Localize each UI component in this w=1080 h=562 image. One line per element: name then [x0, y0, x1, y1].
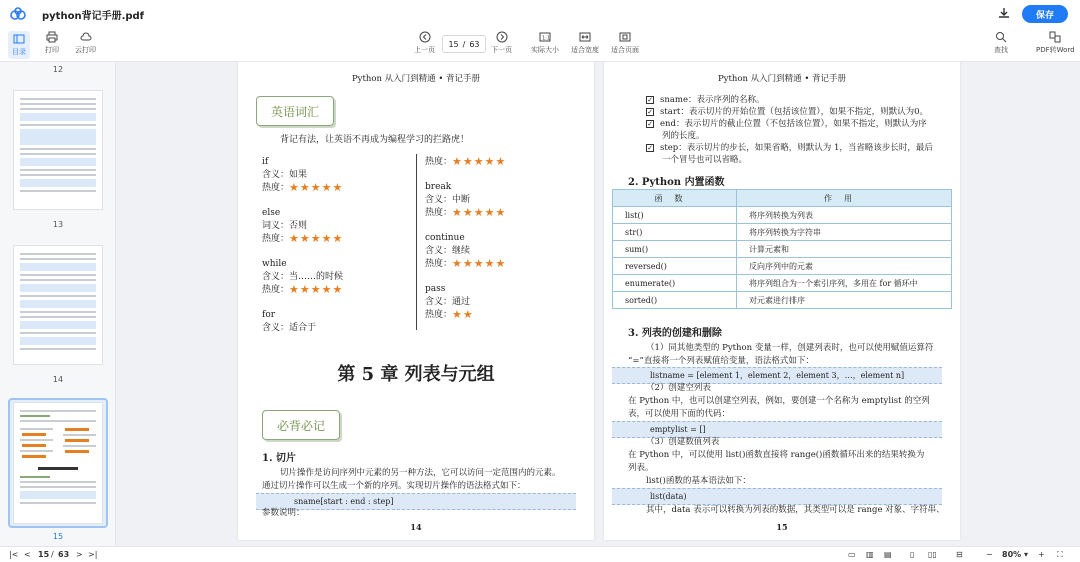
vocab-item	[425, 181, 505, 220]
star-icon: ★	[310, 232, 321, 245]
status-current-page[interactable]: 15	[38, 550, 50, 559]
status-total-pages: 63	[58, 550, 70, 559]
thumbnail-number: 13	[52, 220, 64, 229]
vocab-word: continue	[425, 233, 465, 243]
paragraph: 通过切片操作可以生成一个新的序列。实现切片操作的语法格式如下：	[262, 481, 526, 491]
vocab-word: for	[262, 310, 276, 320]
vocab-heat: 热度：	[425, 157, 453, 167]
star-icon: ★	[332, 181, 343, 194]
convert-icon	[1049, 31, 1061, 43]
table-cell: list()	[613, 207, 737, 224]
table-cell: reversed()	[613, 258, 737, 275]
vocab-item	[425, 156, 505, 169]
section-heading-lists: 3. 列表的创建和删除	[628, 328, 722, 339]
star-icon: ★	[484, 257, 495, 270]
star-icon: ★	[473, 257, 484, 270]
vocab-word: break	[425, 182, 452, 192]
status-page-separator: /	[51, 550, 54, 559]
table-row	[613, 292, 952, 309]
star-icon: ★	[473, 206, 484, 219]
section-heading-slicing: 1. 切片	[262, 453, 296, 464]
star-icon: ★	[452, 206, 462, 219]
checkbox-icon: ✓	[647, 108, 653, 116]
vocab-right	[425, 156, 505, 322]
fit-page-icon	[619, 31, 631, 43]
star-icon: ★	[484, 155, 495, 168]
table-cell: 反向序列中的元素	[737, 258, 952, 275]
zoom-dropdown-icon[interactable]: ▾	[1024, 550, 1029, 559]
bullet-text: sname：表示序列的名称。	[660, 95, 765, 105]
table-row	[613, 258, 952, 275]
next-page-icon[interactable]: >	[76, 550, 83, 559]
two-page-view-icon[interactable]: ▥	[866, 550, 874, 559]
thumbnail-number-selected: 15	[52, 532, 64, 541]
pdf-page-14	[238, 62, 594, 540]
star-icon: ★	[495, 206, 506, 219]
checkbox-icon: ✓	[647, 144, 653, 152]
paragraph: 在 Python 中，可以使用 list()函数直接将 range()函数循环出来的结果转换为	[628, 450, 925, 460]
zoom-in-icon[interactable]: +	[1038, 550, 1045, 559]
actual-size-button[interactable]	[531, 31, 559, 55]
vocab-heat: 热度：	[425, 259, 453, 269]
paragraph: （3）创建数值列表	[646, 437, 720, 447]
page-thumbnail-14[interactable]	[13, 245, 103, 365]
vocab-meaning: 含义：适合于	[262, 323, 317, 333]
star-icon: ★	[289, 283, 299, 296]
pdf-page-15	[604, 62, 960, 540]
chapter-heading: 第 5 章 列表与元组	[337, 364, 495, 385]
paragraph: “=”直接将一个列表赋值给变量，语法格式如下：	[628, 356, 814, 366]
paragraph: 切片操作是访问序列中元素的另一种方法，它可以访问一定范围内的元素。	[280, 468, 561, 478]
vocab-heat: 热度：	[262, 183, 290, 193]
table-cell: sorted()	[613, 292, 737, 309]
star-rating	[289, 233, 342, 244]
section-box-must-remember: 必背必记	[262, 410, 340, 440]
star-icon: ★	[452, 308, 462, 321]
table-row	[613, 207, 952, 224]
page-layout-icon[interactable]: ▯	[910, 550, 915, 559]
vocab-heat: 热度：	[425, 310, 453, 320]
prev-page-label: 上一页	[414, 46, 435, 54]
download-icon[interactable]	[998, 7, 1010, 22]
page-footer-number: 14	[410, 522, 422, 532]
vocab-word: pass	[425, 284, 446, 294]
save-button[interactable]: 保存	[1022, 5, 1068, 23]
page-thumbnail-15[interactable]	[13, 402, 103, 524]
vocab-item	[262, 156, 343, 195]
vocab-item	[425, 283, 505, 322]
vocab-meaning: 词义：否则	[262, 221, 308, 231]
page-separator: /	[462, 39, 466, 49]
star-icon: ★	[289, 181, 299, 194]
star-icon: ★	[495, 257, 506, 270]
checkbox-icon: ✓	[647, 120, 653, 128]
code-block: list(data)	[612, 488, 942, 505]
intro-text: 背记有法，让英语不再成为编程学习的拦路虎！	[280, 135, 470, 145]
star-icon: ★	[452, 155, 462, 168]
search-icon	[995, 31, 1007, 43]
current-page: 15	[448, 39, 459, 49]
table-cell: str()	[613, 224, 737, 241]
functions-table	[612, 189, 952, 309]
paragraph: 参数说明：	[262, 508, 305, 518]
star-icon: ★	[462, 308, 473, 321]
star-icon: ★	[299, 232, 310, 245]
cloud-print-button[interactable]	[75, 31, 96, 55]
document-title: python背记手册.pdf	[42, 10, 145, 22]
star-icon: ★	[332, 232, 343, 245]
star-rating	[452, 156, 505, 167]
star-icon: ★	[452, 257, 462, 270]
section-box-vocabulary: 英语词汇	[256, 96, 334, 126]
next-page-label: 下一页	[491, 46, 512, 54]
star-rating	[289, 182, 342, 193]
table-header: 作用	[737, 190, 952, 207]
document-view[interactable]	[117, 62, 1080, 546]
paragraph: list()函数的基本语法如下：	[646, 476, 751, 486]
chevron-right-circle-icon	[496, 31, 508, 43]
star-rating	[452, 207, 505, 218]
star-icon: ★	[321, 181, 332, 194]
vocab-word: if	[262, 157, 269, 167]
vocab-left	[262, 156, 343, 335]
star-icon: ★	[310, 283, 321, 296]
table-row	[613, 275, 952, 292]
find-button[interactable]	[994, 31, 1008, 55]
column-divider	[416, 154, 417, 330]
table-header-row	[613, 190, 952, 207]
vocab-item	[262, 207, 343, 246]
toc-icon	[13, 33, 25, 45]
vocab-meaning: 含义：继续	[425, 246, 471, 256]
star-icon: ★	[321, 283, 332, 296]
star-rating	[452, 309, 473, 320]
star-icon: ★	[299, 181, 310, 194]
page-header: Python 从入门到精通 • 背记手册	[717, 74, 847, 84]
star-icon: ★	[495, 155, 506, 168]
table-row	[613, 241, 952, 258]
fullscreen-icon[interactable]: ⛶	[1057, 550, 1063, 559]
page-thumbnail-13[interactable]	[13, 90, 103, 210]
page-number-input[interactable]	[442, 35, 486, 53]
find-label: 查找	[994, 46, 1008, 54]
last-page-icon[interactable]: >|	[88, 550, 98, 559]
table-cell: 将序列转换为字符串	[737, 224, 952, 241]
continuous-view-icon[interactable]: ▤	[884, 550, 892, 559]
print-label: 打印	[45, 46, 59, 54]
vocab-meaning: 含义：如果	[262, 170, 308, 180]
star-icon: ★	[321, 232, 332, 245]
checkbox-icon: ✓	[647, 96, 653, 104]
bullet-text: 一个冒号也可以省略。	[662, 155, 748, 165]
prev-page-button[interactable]	[414, 31, 435, 55]
table-cell: 将序列转换为列表	[737, 207, 952, 224]
bullet-text: end：表示切片的截止位置（不包括该位置），如果不指定，则默认为序	[660, 119, 927, 129]
actual-size-label: 实际大小	[531, 46, 559, 54]
thumbnail-number: 12	[52, 65, 64, 74]
dual-layout-icon[interactable]: ▯▯	[928, 550, 937, 559]
table-cell: enumerate()	[613, 275, 737, 292]
star-icon: ★	[462, 155, 473, 168]
svg-text:1:1: 1:1	[542, 35, 551, 42]
paragraph: 其中，data 表示可以转换为列表的数据，其类型可以是 range 对象、字符串、	[646, 505, 945, 515]
section-heading-builtins: 2. Python 内置函数	[628, 177, 725, 188]
page-footer-number: 15	[776, 522, 788, 532]
cloud-print-label: 云打印	[75, 46, 96, 54]
star-icon: ★	[332, 283, 343, 296]
table-cell: 计算元素和	[737, 241, 952, 258]
chevron-left-circle-icon	[419, 31, 431, 43]
zoom-out-icon[interactable]: −	[986, 550, 993, 559]
status-bar	[0, 546, 1080, 562]
code-block: sname[start : end : step]	[256, 493, 576, 510]
table-cell: sum()	[613, 241, 737, 258]
single-page-view-icon[interactable]: ▭	[848, 550, 856, 559]
page-header: Python 从入门到精通 • 背记手册	[351, 74, 481, 84]
next-page-button[interactable]	[491, 31, 512, 55]
zoom-level[interactable]: 80%	[1002, 550, 1022, 559]
printer-icon	[46, 31, 58, 43]
star-icon: ★	[473, 155, 484, 168]
fit-page-label: 适合页面	[611, 46, 639, 54]
vocab-meaning: 含义：通过	[425, 297, 471, 307]
vocab-item	[262, 309, 343, 335]
print-button[interactable]	[45, 31, 59, 55]
total-pages: 63	[469, 39, 480, 49]
cloud-icon	[80, 31, 92, 43]
code-block: listname = [element 1，element 2，element 3，…，element n]	[612, 367, 942, 384]
table-row	[613, 224, 952, 241]
fit-view-icon[interactable]: ⊟	[956, 550, 963, 559]
vocab-heat: 热度：	[262, 285, 290, 295]
paragraph: （2）创建空列表	[646, 383, 711, 393]
star-icon: ★	[289, 232, 299, 245]
star-icon: ★	[310, 181, 321, 194]
fit-width-button[interactable]	[571, 31, 599, 55]
vocab-word: while	[262, 259, 287, 269]
code-block: emptylist = []	[612, 421, 942, 438]
toc-button[interactable]	[8, 31, 30, 59]
vocab-word: else	[262, 208, 281, 218]
fit-width-label: 适合宽度	[571, 46, 599, 54]
star-icon: ★	[462, 206, 473, 219]
pdf-to-word-button[interactable]	[1036, 31, 1075, 55]
toolbar	[0, 28, 1080, 62]
title-bar	[0, 0, 1080, 28]
star-rating	[452, 258, 505, 269]
star-icon: ★	[484, 206, 495, 219]
bullet-text: 列的长度。	[662, 131, 705, 141]
paragraph: 表，可以使用下面的代码：	[628, 409, 731, 419]
first-page-icon[interactable]: |<	[9, 550, 19, 559]
star-icon: ★	[462, 257, 473, 270]
app-logo-icon	[10, 6, 26, 22]
bullet-text: step：表示切片的步长，如果省略，则默认为 1，当省略该步长时，最后	[660, 143, 933, 153]
vocab-meaning: 含义：中断	[425, 195, 471, 205]
table-cell: 将序列组合为一个索引序列，多用在 for 循环中	[737, 275, 952, 292]
prev-page-icon[interactable]: <	[24, 550, 31, 559]
paragraph: （1）同其他类型的 Python 变量一样，创建列表时，也可以使用赋值运算符	[646, 343, 934, 353]
vocab-heat: 热度：	[262, 234, 290, 244]
pdf-to-word-label: PDF转Word	[1036, 46, 1075, 54]
paragraph: 在 Python 中，也可以创建空列表，例如，要创建一个名称为 emptylist 的空列	[628, 396, 930, 406]
table-cell: 对元素进行排序	[737, 292, 952, 309]
toc-label: 目录	[12, 48, 26, 56]
vocab-item	[425, 232, 505, 271]
star-rating	[289, 284, 342, 295]
fit-width-icon	[579, 31, 591, 43]
actual-size-icon	[539, 31, 551, 43]
bullet-text: start：表示切片的开始位置（包括该位置），如果不指定，则默认为0。	[660, 107, 928, 117]
vocab-item	[262, 258, 343, 297]
thumbnail-number: 14	[52, 375, 64, 384]
paragraph: 列表。	[628, 463, 654, 473]
thumbnail-sidebar[interactable]	[0, 62, 116, 546]
table-header: 函数	[613, 190, 737, 207]
bullet-list	[646, 94, 933, 166]
star-icon: ★	[299, 283, 310, 296]
vocab-meaning: 含义：当……的时候	[262, 272, 344, 282]
vocab-heat: 热度：	[425, 208, 453, 218]
fit-page-button[interactable]	[611, 31, 639, 55]
